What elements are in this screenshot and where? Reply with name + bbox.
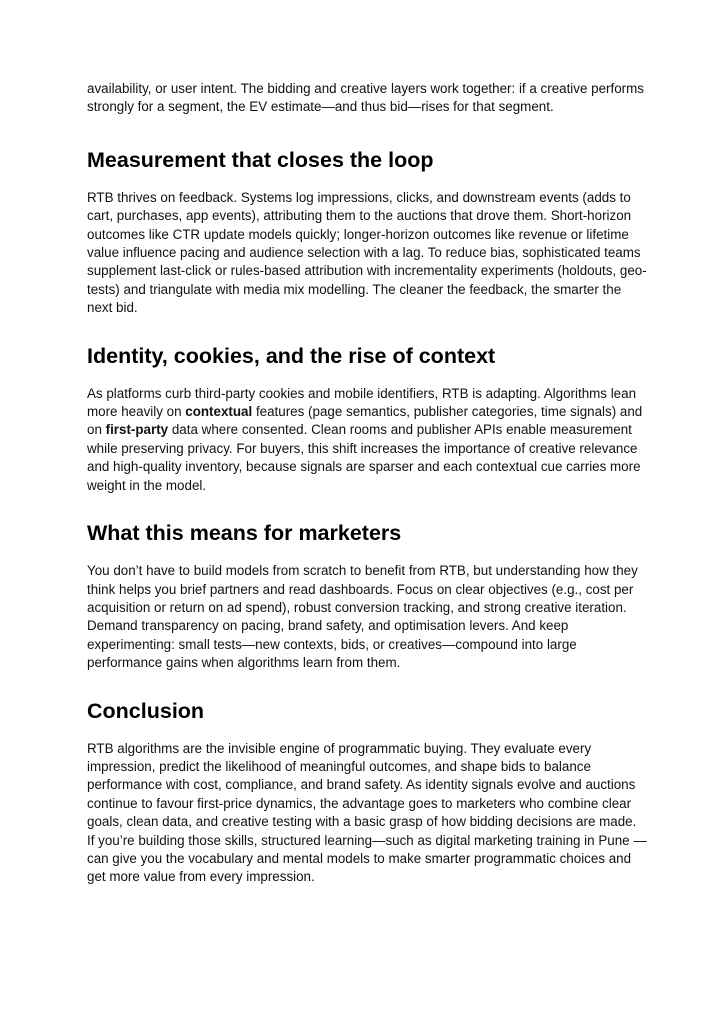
identity-text-2: features (page semantics, publisher categories, time signals) and on [87, 404, 643, 438]
section-heading-measurement: Measurement that closes the loop [87, 147, 434, 172]
section-body-conclusion: RTB algorithms are the invisible engine of programmatic buying. They evaluate every impression, predict the likelihood of meaningful outcomes, and shape bids to balance performance with cost, compliance, and brand safety. As identity signals evolve and auctions continue to favour first-price dynamics, the advantage goes to marketers who combine clear goals, clean data, and creative testing with a basic grasp of how bidding decisions are made. If you’re building those skills, structured learning—such as digital marketing training in Pune —can give you the vocabulary and mental models to make smarter programmatic choices and get more value from every impression. [87, 740, 647, 885]
identity-bold-first-party: first-party [105, 422, 169, 438]
section-heading-marketers: What this means for marketers [87, 521, 402, 546]
section-heading-conclusion: Conclusion [87, 698, 205, 723]
identity-text-1: As platforms curb third-party cookies and mobile identifiers, RTB is adapting. Algorithms lean more heavily on [87, 385, 637, 420]
identity-text-3: data where consented. Clean rooms and publisher APIs enable measurement while preserving privacy. For buyers, this shift increases the importance of creative relevance and high-quality inventory, because signals are sparser and each contextual cue carries more weight in the model. [87, 422, 641, 493]
intro-paragraph: availability, or user intent. The bidding and creative layers work together: if a creative performs strongly for a segment, the EV estimate—and thus bid—rises for that segment. [87, 81, 644, 115]
section-body-measurement: RTB thrives on feedback. Systems log impressions, clicks, and downstream events (adds to cart, purchases, app events), attributing them to the auctions that drove them. Short-horizon outcomes like CTR update models quickly; longer-horizon outcomes like revenue or lifetime value influence pacing and audience selection with a lag. To reduce bias, sophisticated teams supplement last-click or rules-based attribution with incrementality experiments (holdouts, geo-tests) and triangulate with media mix modelling. The cleaner the feedback, the smarter the next bid. [87, 189, 647, 316]
document-page [87, 80, 647, 887]
section-body-identity [87, 385, 647, 495]
identity-bold-contextual: contextual [185, 404, 253, 420]
section-heading-identity: Identity, cookies, and the rise of context [87, 343, 496, 368]
section-body-marketers: You don’t have to build models from scratch to benefit from RTB, but understanding how they think helps you brief partners and read dashboards. Focus on clear objectives (e.g., cost per acquisition or return on ad spend), robust conversion tracking, and strong creative iteration. Demand transparency on pacing, brand safety, and optimisation levers. And keep experimenting: small tests—new contexts, bids, or creatives—compound into large performance gains when algorithms learn from them. [87, 563, 638, 671]
